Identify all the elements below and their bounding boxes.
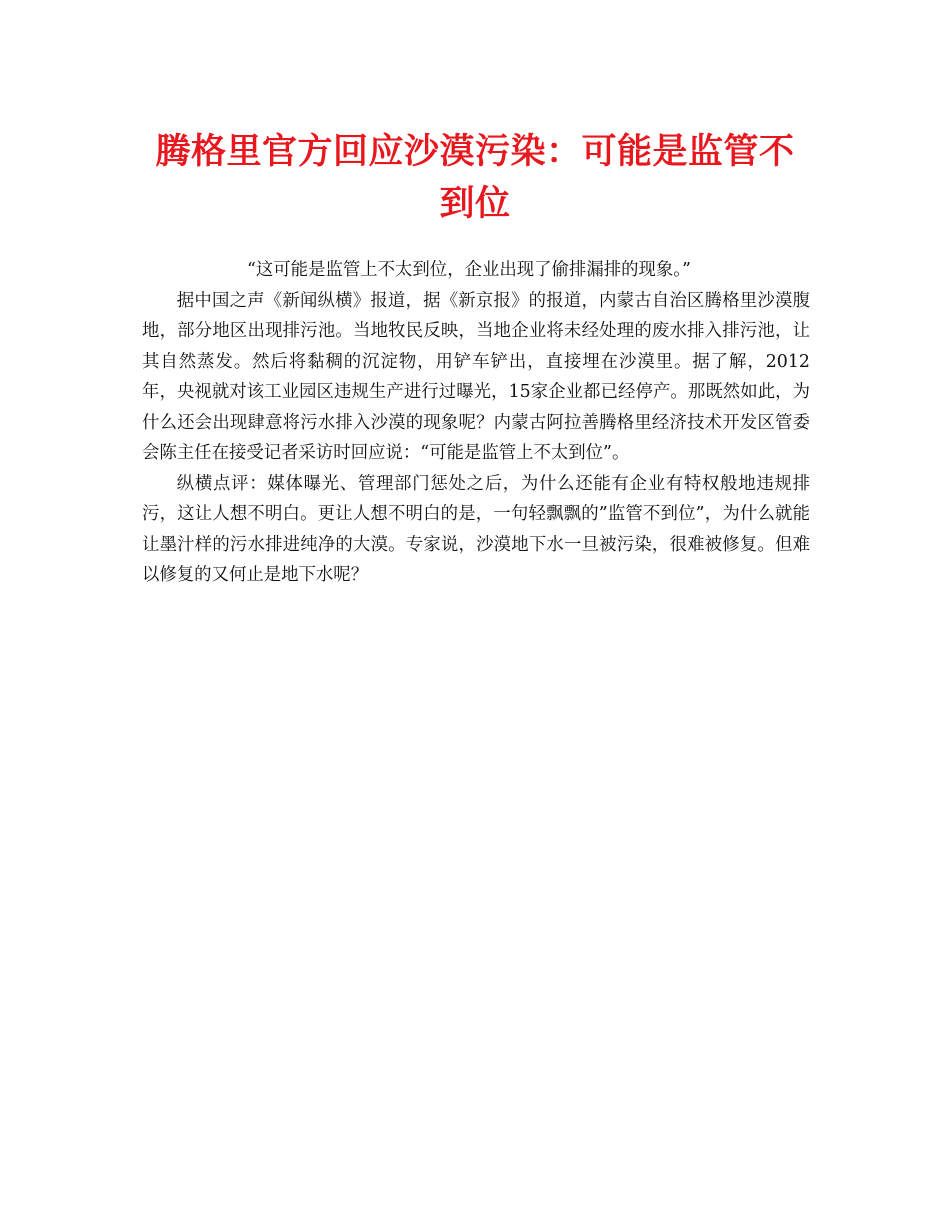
- report-paragraph: 据中国之声《新闻纵横》报道，据《新京报》的报道，内蒙古自治区腾格里沙漠腹地，部分地区出现排污池。当地牧民反映，当地企业将未经处理的废水排入排污池，让其自然蒸发。然后将黏稠的沉淀物，用铲车铲出，直接埋在沙漠里。据了解，2012年，央视就对该工业园区违规生产进行过曝光，15家企业都已经停产。那既然如此，为什么还会出现肆意将污水排入沙漠的现象呢？内蒙古阿拉善腾格里经济技术开发区管委会陈主任在接受记者采访时回应说：“可能是监管上不太到位”。: [142, 290, 810, 463]
- document-title: 腾格里官方回应沙漠污染：可能是监管不到位: [155, 131, 795, 224]
- lead-quote-paragraph: “这可能是监管上不太到位，企业出现了偷排漏排的现象。”: [247, 260, 691, 280]
- commentary-paragraph: 纵横点评：媒体曝光、管理部门惩处之后，为什么还能有企业有特权般地违规排污，这让人想不明白。更让人想不明白的是，一句轻飘飘的”监管不到位”，为什么就能让墨汁样的污水排进纯净的大漠。专家说，沙漠地下水一旦被污染，很难被修复。但难以修复的又何止是地下水呢？: [142, 473, 810, 585]
- document-body: [142, 255, 810, 591]
